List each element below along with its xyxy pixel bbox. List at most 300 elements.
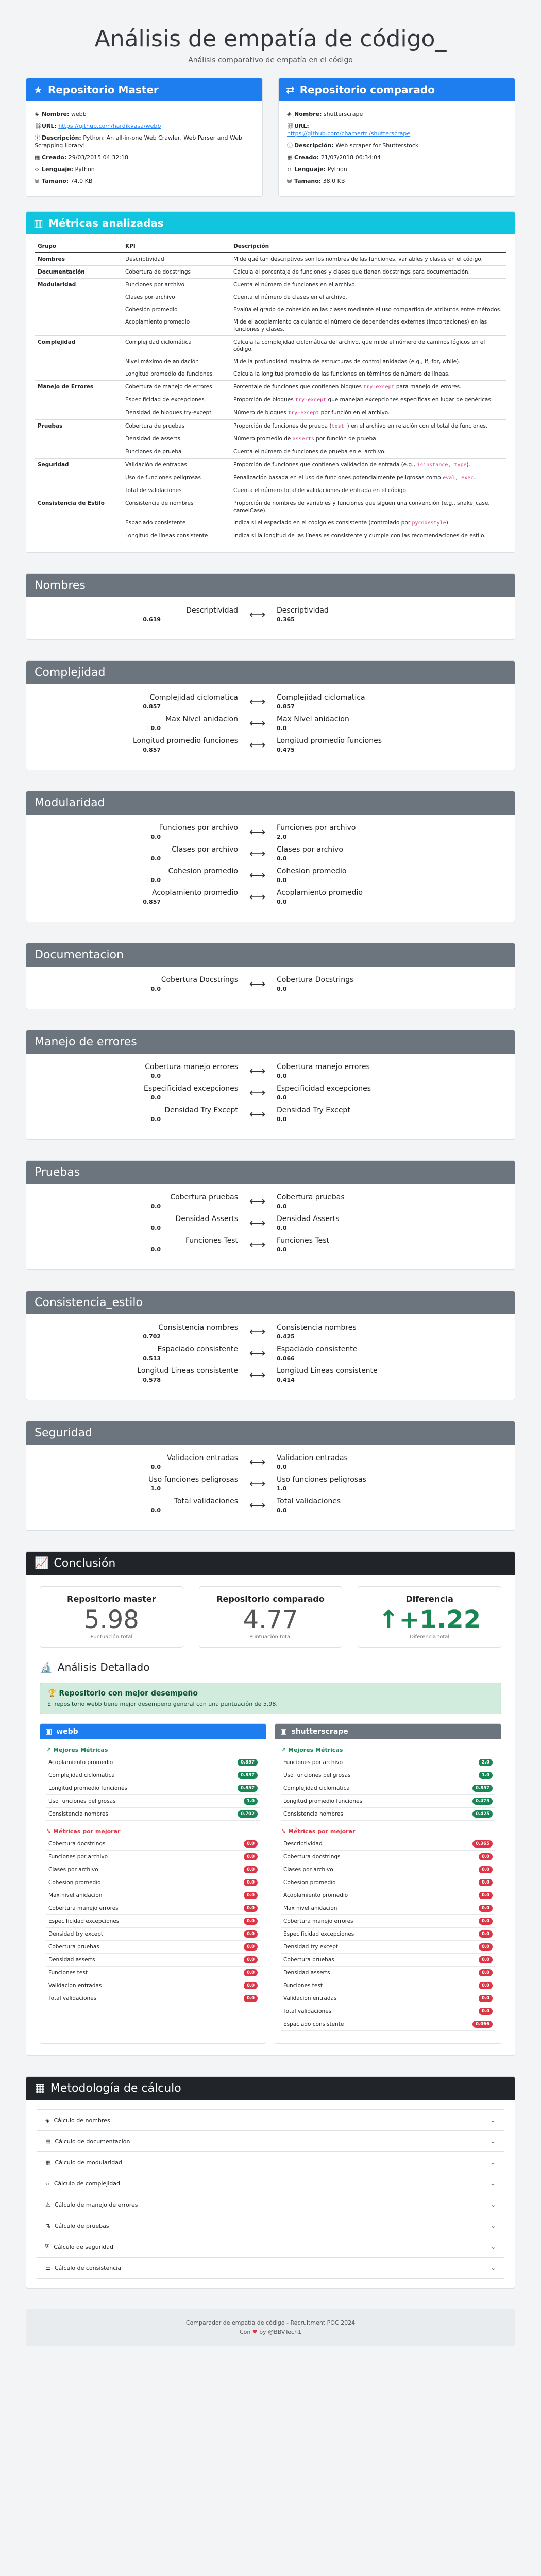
desc-text: Número de bloques — [233, 410, 289, 416]
best-desc: El repositorio webb tiene mejor desempeño general con una puntuación de 5.98. — [47, 1701, 278, 1707]
metrics-header — [26, 212, 515, 234]
comparison-row — [35, 1106, 506, 1123]
accordion-item[interactable] — [37, 2236, 504, 2258]
metric-value: 0.0 — [150, 725, 161, 732]
metric-desc: Mide el acoplamiento calculando el número de dependencias externas (importaciones) en las funciones y clases. — [233, 319, 487, 332]
desc-text: para manejo de errores. — [394, 384, 462, 390]
section-title: Seguridad — [26, 1421, 515, 1445]
list-item — [46, 1863, 260, 1876]
exchange-icon: ⟷ — [249, 717, 266, 730]
repo-master-desc: Python: An all-in-one Web Crawler, Web Parser and Web Scrapping library! — [35, 134, 242, 149]
accordion-item[interactable] — [37, 2215, 504, 2236]
score-diff-title: Diferencia — [405, 1594, 453, 1604]
list-title — [281, 1747, 495, 1753]
label: Nombre: — [294, 111, 322, 117]
list-item — [46, 1838, 260, 1851]
accordion-item[interactable] — [37, 2194, 504, 2215]
metric-name: Especificidad excepciones — [277, 1084, 371, 1093]
repo-master-created: 29/03/2015 04:32:18 — [68, 154, 129, 161]
table-row — [35, 446, 506, 459]
metric-name: Cohesion promedio — [168, 867, 238, 875]
accordion-label — [45, 2223, 109, 2229]
metric-name: Longitud promedio funciones — [132, 737, 238, 745]
metric-name: Funciones por archivo — [277, 824, 356, 832]
conclusion-header — [26, 1552, 515, 1575]
item-badge: 0.0 — [244, 1982, 258, 1989]
list-item — [281, 1851, 495, 1863]
accordion-label — [45, 2159, 122, 2166]
metric-kpi: Cohesión promedio — [125, 307, 178, 313]
footer — [26, 2309, 515, 2346]
item-badge: 0.0 — [479, 1879, 493, 1886]
link-icon: ⛓ — [287, 123, 294, 129]
chevron-down-icon[interactable]: ⌄ — [490, 2222, 496, 2229]
metric-group: Nombres — [35, 252, 122, 266]
master-metric — [35, 1454, 238, 1470]
item-label: Acoplamiento promedio — [283, 1892, 348, 1899]
score-diff-sub: Diferencia total — [410, 1634, 450, 1640]
flask-icon: ⚗ — [45, 2222, 50, 2229]
item-badge: 0.857 — [238, 1785, 258, 1792]
code-icon: ‹› — [45, 2180, 50, 2187]
comparison-row — [35, 1084, 506, 1101]
section-seguridad — [26, 1421, 515, 1531]
list-label: Mejores Métricas — [288, 1747, 343, 1753]
chevron-down-icon[interactable]: ⌄ — [490, 2180, 496, 2187]
item-label: Funciones test — [48, 1970, 88, 1976]
repo-compared-card — [278, 78, 515, 197]
score-master-title: Repositorio master — [67, 1594, 156, 1604]
desc-text: ). — [466, 462, 470, 468]
desc-text: Proporción de bloques — [233, 397, 295, 403]
item-label: Max nivel anidacion — [283, 1905, 337, 1911]
trend-up-icon: ↗ — [281, 1747, 289, 1753]
metric-value: 0.619 — [143, 616, 161, 623]
master-metric — [35, 824, 238, 840]
master-metric — [35, 889, 238, 905]
list-item — [46, 1979, 260, 1992]
metric-name: Total validaciones — [174, 1497, 238, 1505]
tag-icon: ◈ — [45, 2116, 50, 2124]
table-row — [35, 394, 506, 406]
comparison-row — [35, 1063, 506, 1079]
trophy-icon: 🏆 — [47, 1689, 57, 1698]
sliders-icon: ☰ — [45, 2264, 50, 2272]
master-metric — [35, 1476, 238, 1492]
metric-group — [35, 484, 122, 497]
metric-name: Espaciado consistente — [277, 1345, 358, 1353]
metric-value: 0.0 — [150, 1116, 161, 1123]
compared-metric — [277, 1345, 480, 1362]
list-item — [46, 1795, 260, 1808]
metric-name: Espaciado consistente — [157, 1345, 238, 1353]
table-row — [35, 517, 506, 530]
chevron-down-icon[interactable]: ⌄ — [490, 2116, 496, 2124]
item-label: Cobertura pruebas — [283, 1957, 334, 1963]
repo-right-header — [275, 1724, 501, 1739]
chevron-down-icon[interactable]: ⌄ — [490, 2201, 496, 2208]
repo-cards — [26, 78, 515, 197]
table-header: Grupo — [35, 241, 122, 252]
compared-metric — [277, 1193, 480, 1210]
metric-value: 0.365 — [277, 616, 295, 623]
item-badge: 0.857 — [238, 1759, 258, 1766]
comparison-row — [35, 1367, 506, 1383]
item-label: Cobertura manejo errores — [48, 1905, 119, 1911]
item-label: Total validaciones — [283, 2008, 332, 2014]
score-master-value: 5.98 — [83, 1605, 139, 1634]
item-label: Especificidad excepciones — [48, 1918, 120, 1924]
accordion-text: Cálculo de seguridad — [54, 2243, 114, 2250]
repo-master-header — [26, 78, 262, 101]
book-icon: ▤ — [45, 2138, 51, 2145]
item-label: Cohesion promedio — [283, 1879, 336, 1886]
conclusion-heading: Conclusión — [54, 1557, 116, 1570]
list-title — [281, 1828, 495, 1835]
metric-kpi: Cobertura de pruebas — [122, 420, 230, 433]
label: Tamaño: — [294, 178, 322, 184]
metric-name: Acoplamiento promedio — [152, 889, 238, 897]
master-metric — [35, 1063, 238, 1079]
list-item — [46, 1851, 260, 1863]
list-item — [46, 1992, 260, 2005]
desc-text: Proporción de funciones que contienen validación de entrada (e.g., — [233, 462, 417, 468]
metric-value: 0.0 — [277, 1246, 287, 1253]
metric-name: Densidad Try Except — [277, 1106, 350, 1114]
metric-value: 0.0 — [150, 834, 161, 840]
comparison-row — [35, 1193, 506, 1210]
metric-group: Pruebas — [35, 420, 122, 433]
list-item — [281, 1967, 495, 1979]
item-label: Complejidad ciclomatica — [283, 1785, 350, 1791]
section-consistencia-estilo — [26, 1291, 515, 1400]
accordion-text: Cálculo de pruebas — [54, 2222, 109, 2229]
compared-metric — [277, 1476, 480, 1492]
compared-metric — [277, 1106, 480, 1123]
metric-value: 0.0 — [150, 855, 161, 862]
metric-value: 0.702 — [143, 1333, 161, 1340]
metric-value: 0.0 — [277, 986, 287, 992]
label: Lenguaje: — [42, 166, 74, 173]
table-row — [35, 291, 506, 303]
table-row — [35, 433, 506, 446]
repo-compared-url[interactable]: https://github.com/chamertrl/shutterscrape — [287, 130, 411, 137]
item-badge: 0.0 — [244, 1943, 258, 1951]
metric-group: Seguridad — [35, 459, 122, 472]
compared-metric — [277, 693, 480, 710]
metric-name: Funciones Test — [277, 1236, 329, 1245]
item-label: Densidad asserts — [48, 1957, 95, 1963]
accordion-label — [45, 2243, 113, 2250]
item-badge: 0.0 — [244, 1905, 258, 1912]
list-item — [281, 1902, 495, 1915]
metric-group — [35, 517, 122, 530]
methodology-card — [26, 2076, 515, 2289]
metric-value: 0.578 — [143, 1377, 161, 1383]
code-icon: ‹› — [35, 166, 39, 173]
list-item — [281, 1838, 495, 1851]
metric-value: 0.0 — [277, 1464, 287, 1470]
item-badge: 2.0 — [479, 1759, 493, 1766]
footer-line1: Comparador de empatía de código - Recruitment POC 2024 — [185, 2319, 356, 2326]
metric-name: Clases por archivo — [172, 845, 238, 854]
repo-master-card — [26, 78, 263, 197]
list-title — [46, 1828, 260, 1835]
desc-text: ). — [446, 520, 450, 526]
table-row — [35, 303, 506, 316]
calendar-icon: ▦ — [287, 154, 293, 161]
section-body — [26, 815, 515, 922]
master-metric — [35, 1497, 238, 1514]
desc-code: isinstance, type — [417, 462, 467, 468]
score-diff — [358, 1586, 501, 1648]
accordion-text: Cálculo de consistencia — [54, 2264, 122, 2272]
list-item — [46, 1954, 260, 1967]
microscope-icon: 🔬 — [40, 1661, 53, 1673]
arrow-up-icon: ↑ — [378, 1605, 399, 1634]
comparison-row — [35, 1345, 506, 1362]
item-badge: 0.0 — [479, 1982, 493, 1989]
list-item — [281, 2005, 495, 2018]
master-metric — [35, 693, 238, 710]
metric-desc — [230, 433, 506, 446]
master-metric — [35, 1193, 238, 1210]
item-label: Densidad try except — [283, 1944, 338, 1950]
section-title: Documentacion — [26, 943, 515, 967]
metric-kpi: Longitud promedio de funciones — [125, 371, 213, 377]
metric-value: 0.857 — [143, 747, 161, 753]
master-metric — [35, 1084, 238, 1101]
item-label: Clases por archivo — [48, 1867, 98, 1873]
list-label: Mejores Métricas — [53, 1747, 108, 1753]
accordion-label — [45, 2180, 120, 2187]
section-nombres — [26, 573, 515, 640]
chevron-down-icon[interactable]: ⌄ — [490, 2138, 496, 2145]
metric-value: 0.0 — [150, 1094, 161, 1101]
section-title: Pruebas — [26, 1161, 515, 1184]
comparison-row — [35, 867, 506, 884]
list-item — [46, 1756, 260, 1769]
metric-group — [35, 446, 122, 459]
desc-text: Penalización basada en el uso de funciones potencialmente peligrosas como — [233, 474, 443, 481]
metric-name: Consistencia nombres — [277, 1324, 357, 1332]
metric-name: Uso funciones peligrosas — [277, 1476, 366, 1484]
compared-metric — [277, 1454, 480, 1470]
metric-value: 0.0 — [150, 1246, 161, 1253]
exchange-icon: ⟷ — [249, 869, 266, 882]
compared-metric — [277, 1236, 480, 1253]
accordion-item[interactable] — [37, 2258, 504, 2278]
metric-value: 0.0 — [277, 1225, 287, 1231]
metric-desc: Mide la profundidad máxima de estructuras de control anidadas (e.g., if, for, while). — [233, 359, 461, 365]
exchange-icon: ⟷ — [249, 1325, 266, 1338]
metrics-heading: Métricas analizadas — [48, 217, 164, 229]
compared-metric — [277, 1367, 480, 1383]
table-header: Descripción — [230, 241, 506, 252]
metric-kpi: Total de validaciones — [125, 487, 182, 494]
chevron-down-icon[interactable]: ⌄ — [490, 2159, 496, 2166]
item-label: Especificidad excepciones — [283, 1931, 354, 1937]
item-label: Uso funciones peligrosas — [48, 1798, 116, 1804]
metric-name: Funciones por archivo — [159, 824, 238, 832]
accordion-item[interactable] — [37, 2173, 504, 2194]
metric-value: 0.0 — [150, 1507, 161, 1514]
repo-compared-desc: Web scraper for Shutterstock — [335, 142, 419, 149]
table-row — [35, 252, 506, 266]
methodology-header — [26, 2077, 515, 2100]
metric-group: Documentación — [35, 266, 122, 279]
best-title: Repositorio con mejor desempeño — [59, 1689, 198, 1698]
desc-code: asserts — [292, 436, 314, 442]
compared-metric — [277, 1215, 480, 1231]
item-label: Cohesion promedio — [48, 1879, 101, 1886]
database-icon: ⛁ — [287, 178, 292, 184]
list-item — [281, 1915, 495, 1928]
compared-metric — [277, 1084, 480, 1101]
info-icon: ⓘ — [35, 134, 40, 141]
list-label: Métricas por mejorar — [53, 1828, 121, 1835]
master-metric — [35, 867, 238, 884]
metric-desc: Evalúa el grado de cohesión en las clases mediante el uso compartido de atributos entre métodos. — [233, 307, 502, 313]
section-complejidad — [26, 660, 515, 770]
compared-metric — [277, 889, 480, 905]
score-diff-number: +1.22 — [399, 1605, 481, 1634]
cubes-icon: ▦ — [45, 2159, 51, 2166]
exchange-icon: ⟷ — [249, 890, 266, 904]
chevron-down-icon[interactable]: ⌄ — [490, 2264, 496, 2272]
score-master — [40, 1586, 183, 1648]
metric-group — [35, 316, 122, 336]
metric-desc: Cuenta el número de funciones de prueba en el archivo. — [233, 449, 386, 455]
item-label: Uso funciones peligrosas — [283, 1772, 351, 1778]
exchange-icon: ⟷ — [249, 1086, 266, 1099]
item-label: Longitud promedio funciones — [283, 1798, 363, 1804]
master-metric — [35, 1106, 238, 1123]
metric-name: Cobertura pruebas — [170, 1193, 238, 1201]
metric-desc: Calcula la longitud promedio de las funciones en términos de número de líneas. — [233, 371, 450, 377]
accordion-item[interactable] — [37, 2152, 504, 2173]
repo-compared-header — [279, 78, 515, 101]
list-item — [281, 1808, 495, 1821]
tag-icon: ◈ — [35, 111, 39, 117]
table-row — [35, 279, 506, 292]
comparison-row — [35, 845, 506, 862]
comparison-row — [35, 1324, 506, 1340]
metric-name: Cobertura Docstrings — [161, 976, 238, 984]
repo-master-url[interactable]: https://github.com/hardikvasa/webb — [58, 123, 161, 129]
item-badge: 0.0 — [479, 1956, 493, 1963]
item-badge: 0.0 — [479, 1905, 493, 1912]
item-label: Cobertura pruebas — [48, 1944, 99, 1950]
metric-name: Densidad Asserts — [175, 1215, 238, 1223]
label: Creado: — [42, 154, 67, 161]
accordion-text: Cálculo de manejo de errores — [54, 2201, 138, 2208]
repo-compared-heading: Repositorio comparado — [299, 83, 435, 96]
metric-value: 0.0 — [150, 877, 161, 884]
repo-master-heading: Repositorio Master — [47, 83, 159, 96]
metric-name: Clases por archivo — [277, 845, 343, 854]
metric-value: 0.0 — [277, 1073, 287, 1079]
metric-kpi: Densidad de asserts — [125, 436, 180, 442]
compared-metric — [277, 867, 480, 884]
section-body — [26, 967, 515, 1009]
accordion-label — [45, 2117, 110, 2124]
chevron-down-icon[interactable]: ⌄ — [490, 2243, 496, 2250]
metrics-card — [26, 211, 515, 553]
metric-value: 0.0 — [277, 877, 287, 884]
metric-name: Validacion entradas — [277, 1454, 348, 1462]
exchange-icon: ⟷ — [249, 1347, 266, 1360]
metric-desc — [230, 459, 506, 472]
item-badge: 0.0 — [244, 1930, 258, 1938]
desc-text: por función de prueba. — [314, 436, 378, 442]
code-icon: ‹› — [287, 166, 292, 173]
section-body — [26, 1054, 515, 1139]
accordion-text: Cálculo de modularidad — [55, 2159, 122, 2166]
metric-name: Densidad Try Except — [164, 1106, 238, 1114]
metric-kpi: Nivel máximo de anidación — [125, 359, 199, 365]
metric-name: Complejidad ciclomatica — [149, 693, 238, 702]
metric-group: Modularidad — [35, 279, 122, 292]
label: Creado: — [294, 154, 319, 161]
metric-group — [35, 303, 122, 316]
item-label: Max nivel anidacion — [48, 1892, 103, 1899]
compared-metric — [277, 824, 480, 840]
best-metrics-list — [46, 1747, 260, 1821]
comparison-row — [35, 737, 506, 753]
calculator-icon: ▦ — [35, 2082, 45, 2095]
metric-desc: Calcula el porcentaje de funciones y clases que tienen docstrings para documentación. — [230, 266, 506, 279]
accordion-text: Cálculo de complejidad — [54, 2180, 120, 2187]
compared-metric — [277, 1497, 480, 1514]
compare-icon: ⇄ — [286, 83, 295, 96]
accordion-item[interactable] — [37, 2131, 504, 2152]
metric-desc — [230, 381, 506, 394]
metric-group — [35, 291, 122, 303]
master-metric — [35, 737, 238, 753]
table-row — [35, 406, 506, 420]
master-metric — [35, 715, 238, 732]
item-badge: 0.0 — [479, 1995, 493, 2002]
metric-value: 0.0 — [277, 1116, 287, 1123]
metric-desc: Cuenta el número total de validaciones de entrada en el código. — [233, 487, 408, 494]
list-item — [46, 1876, 260, 1889]
chart-line-icon: 📈 — [35, 1557, 49, 1570]
repo-compared-created: 21/07/2018 06:34:04 — [320, 154, 381, 161]
table-row — [35, 420, 506, 433]
metric-desc — [230, 406, 506, 420]
metric-desc: Cuenta el número de clases en el archivo. — [233, 294, 347, 300]
accordion-item[interactable] — [37, 2110, 504, 2131]
metric-value: 0.0 — [150, 1073, 161, 1079]
master-metric — [35, 1215, 238, 1231]
metric-name: Cobertura Docstrings — [277, 976, 354, 984]
list-item — [46, 1889, 260, 1902]
worst-metrics-list — [281, 1828, 495, 2031]
list-item — [46, 1782, 260, 1795]
desc-text: Indica si el espaciado en el código es consistente (controlado por — [233, 520, 412, 526]
table-row — [35, 530, 506, 542]
worst-metrics-list — [46, 1828, 260, 2005]
section-title: Manejo de errores — [26, 1030, 515, 1054]
score-master-sub: Puntuación total — [90, 1634, 133, 1640]
metric-group — [35, 471, 122, 484]
comparison-row — [35, 606, 506, 623]
metric-group: Complejidad — [35, 336, 122, 356]
metric-value: 1.0 — [277, 1485, 287, 1492]
label: Tamaño: — [42, 178, 69, 184]
comparison-row — [35, 976, 506, 992]
